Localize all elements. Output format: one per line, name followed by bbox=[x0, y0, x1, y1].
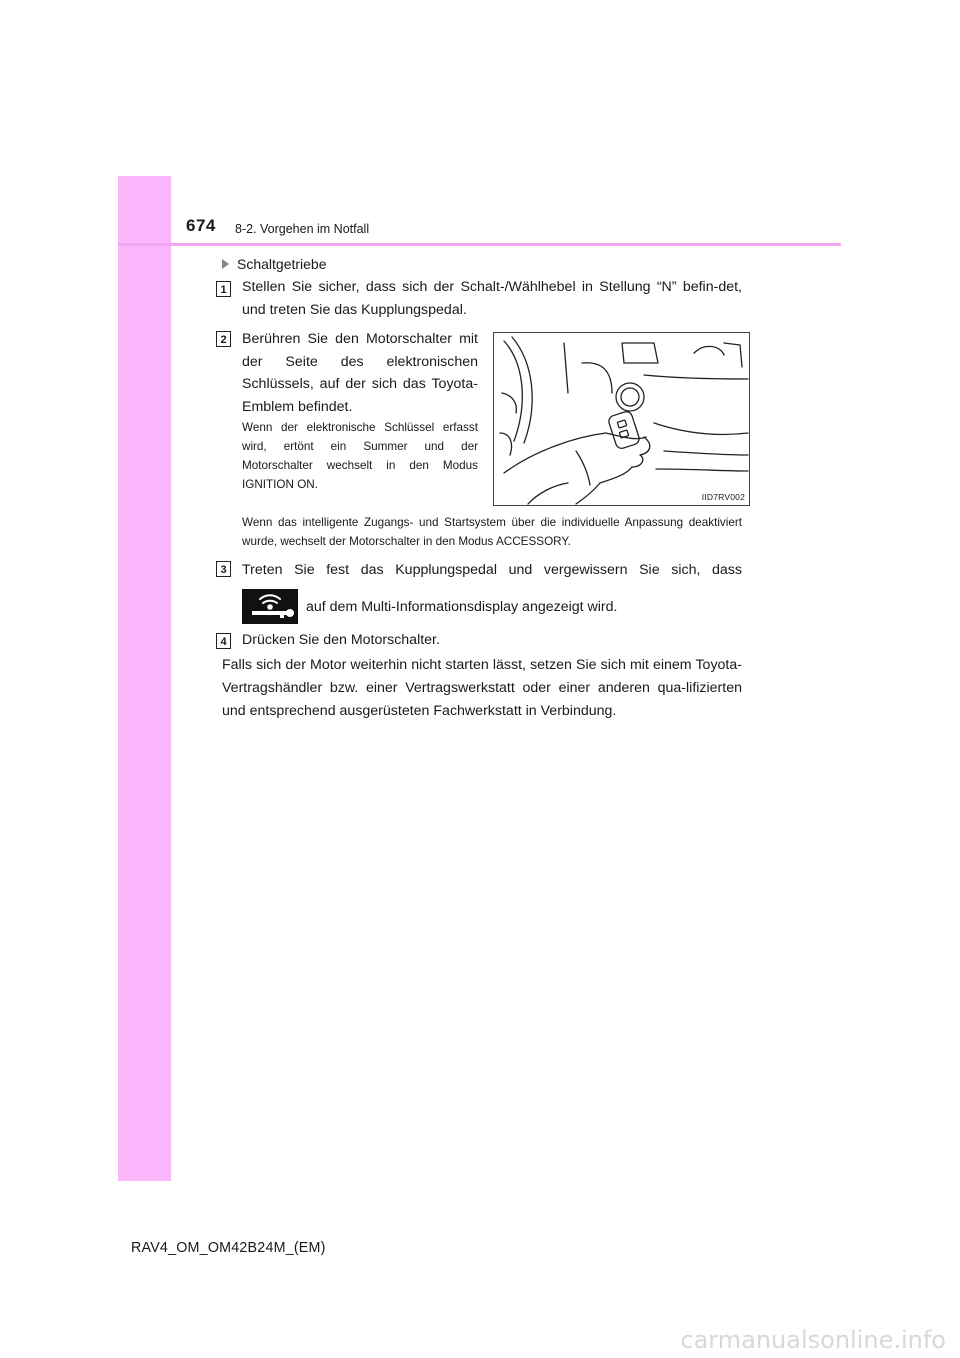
triangle-bullet-icon bbox=[222, 259, 229, 269]
figure-key-on-start-button bbox=[493, 332, 750, 506]
side-tab-band bbox=[118, 176, 171, 1181]
step-3-text: Treten Sie fest das Kupplungspedal und vergewissern Sie sich, dass bbox=[242, 562, 742, 578]
step-4-text: Drücken Sie den Motorschalter. bbox=[242, 632, 440, 648]
key-clutch-indicator-icon bbox=[242, 589, 298, 624]
step-1-text: Stellen Sie sicher, dass sich der Schalt-/Wählhebel in Stellung “N” befin-det, und treten Sie das Kupplungspedal. bbox=[242, 279, 742, 318]
figure-code: IID7RV002 bbox=[701, 492, 745, 502]
closing-paragraph: Falls sich der Motor weiterhin nicht starten lässt, setzen Sie sich mit einem Toyota-Vertragshändler bzw. einer Vertragswerkstatt oder einer anderen qua-lifizierten und entsprechend ausgerüsteten Fachwerkstatt in Verbindung. bbox=[222, 657, 742, 719]
step-number-4: 4 bbox=[216, 633, 231, 649]
step-3-text-2: auf dem Multi-Informationsdisplay angezeigt wird. bbox=[306, 599, 618, 615]
heading bbox=[222, 256, 327, 272]
heading-text: Schaltgetriebe bbox=[237, 256, 327, 272]
step-number-2: 2 bbox=[216, 331, 231, 347]
footer-doc-code: RAV4_OM_OM42B24M_(EM) bbox=[131, 1240, 326, 1256]
step-2-note: Wenn der elektronische Schlüssel erfasst wird, ertönt ein Summer und der Motorschalter wechselt in den Modus IGNITION ON. bbox=[242, 421, 478, 491]
page-number: 674 bbox=[186, 216, 216, 235]
section-title: 8-2. Vorgehen im Notfall bbox=[235, 222, 370, 236]
step-number-3: 3 bbox=[216, 561, 231, 577]
step-2-note-2: Wenn das intelligente Zugangs- und Startsystem über die individuelle Anpassung deaktiviert wurde, wechselt der Motorschalter in den Modus ACCESSORY. bbox=[242, 516, 742, 548]
header-rule bbox=[118, 243, 841, 246]
step-number-1: 1 bbox=[216, 281, 231, 297]
step-2-text: Berühren Sie den Motorschalter mit der Seite des elektronischen Schlüssels, auf der sich das Toyota-Emblem befindet. bbox=[242, 331, 478, 415]
illustration-hand-holding-key bbox=[494, 333, 749, 505]
watermark: carmanualsonline.info bbox=[680, 1326, 946, 1354]
